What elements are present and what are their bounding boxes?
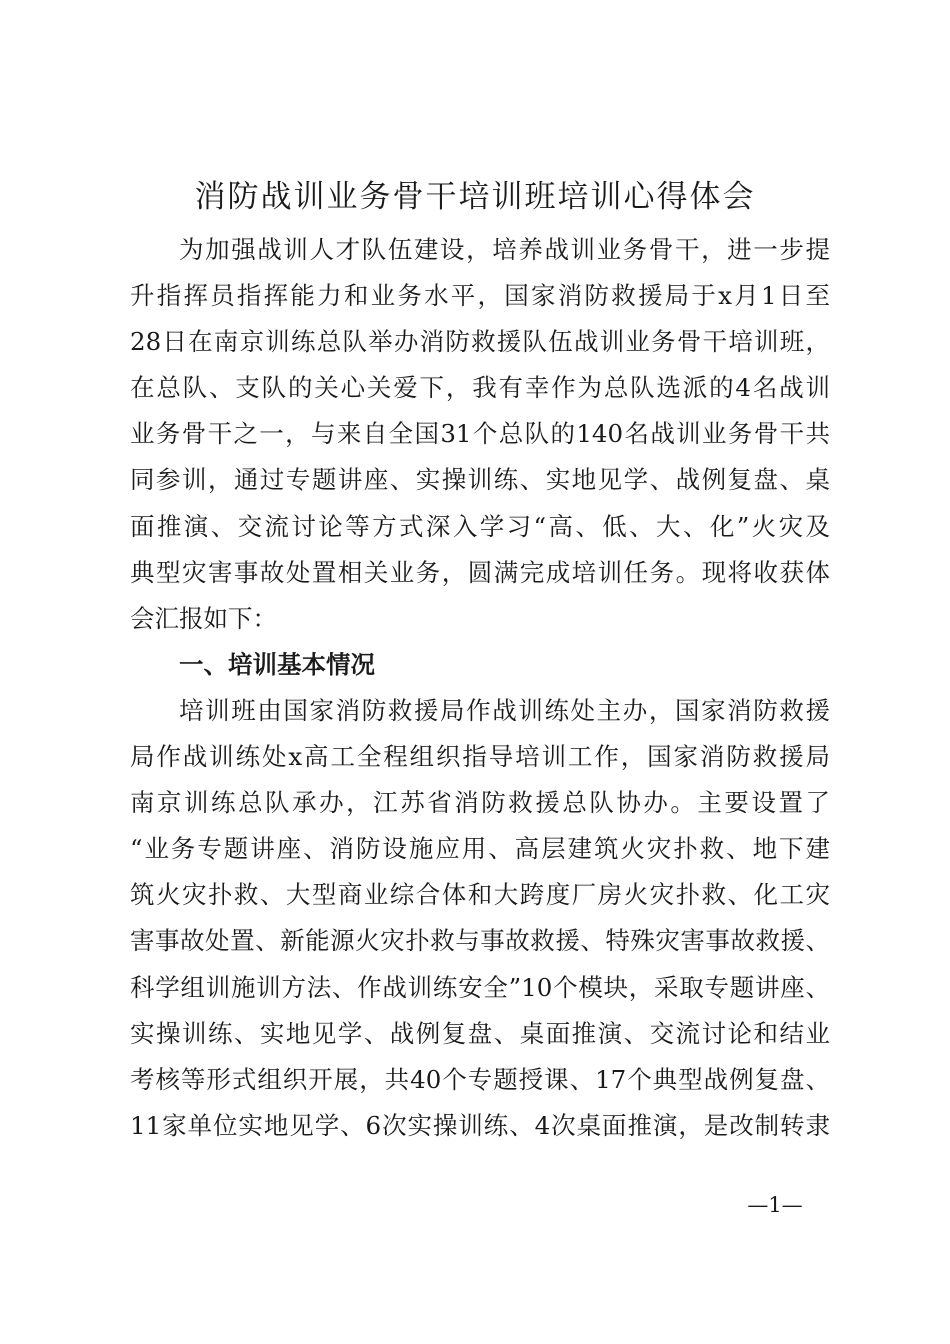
paragraph-line: 业务骨干之一，与来自全国31个总队的140名战训业务骨干共 [130, 419, 830, 449]
paragraph-line: “业务专题讲座、消防设施应用、高层建筑火灾扑救、地下建 [130, 834, 830, 864]
paragraph-line: 考核等形式组织开展，共40个专题授课、17个典型战例复盘、 [130, 1064, 830, 1094]
paragraph-line: 害事故处置、新能源火灾扑救与事故救援、特殊灾害事故救援、 [130, 926, 830, 956]
section-heading: 一、培训基本情况 [179, 649, 375, 679]
paragraph-line: 筑火灾扑救、大型商业综合体和大跨度厂房火灾扑救、化工灾 [130, 880, 830, 910]
paragraph-line: 科学组训施训方法、作战训练安全”10个模块，采取专题讲座、 [130, 972, 830, 1002]
page-number: —1— [747, 1193, 803, 1217]
paragraph-line: 升指挥员指挥能力和业务水平，国家消防救援局于x月1日至 [130, 281, 830, 311]
paragraph-line: 会汇报如下： [130, 603, 277, 633]
paragraph-line: 同参训，通过专题讲座、实操训练、实地见学、战例复盘、桌 [130, 465, 830, 495]
paragraph-line: 南京训练总队承办，江苏省消防救援总队协办。主要设置了 [130, 788, 830, 818]
paragraph-line: 为加强战训人才队伍建设，培养战训业务骨干，进一步提 [179, 235, 830, 264]
paragraph-line: 28日在南京训练总队举办消防救援队伍战训业务骨干培训班， [130, 327, 830, 357]
paragraph-line: 在总队、支队的关心关爱下，我有幸作为总队选派的4名战训 [130, 373, 830, 403]
document-body [130, 227, 830, 1149]
paragraph-line: 11家单位实地见学、6次实操训练、4次桌面推演，是改制转隶 [130, 1110, 830, 1140]
paragraph-line: 面推演、交流讨论等方式深入学习“高、低、大、化”火灾及 [130, 511, 830, 541]
paragraph-line: 培训班由国家消防救援局作战训练处主办，国家消防救援 [179, 695, 830, 725]
document-title: 消防战训业务骨干培训班培训心得体会 [194, 179, 756, 215]
paragraph-line: 典型灾害事故处置相关业务，圆满完成培训任务。现将收获体 [130, 557, 830, 587]
paragraph-line: 实操训练、实地见学、战例复盘、桌面推演、交流讨论和结业 [130, 1018, 830, 1048]
paragraph-line: 局作战训练处x高工全程组织指导培训工作，国家消防救援局 [130, 742, 830, 772]
